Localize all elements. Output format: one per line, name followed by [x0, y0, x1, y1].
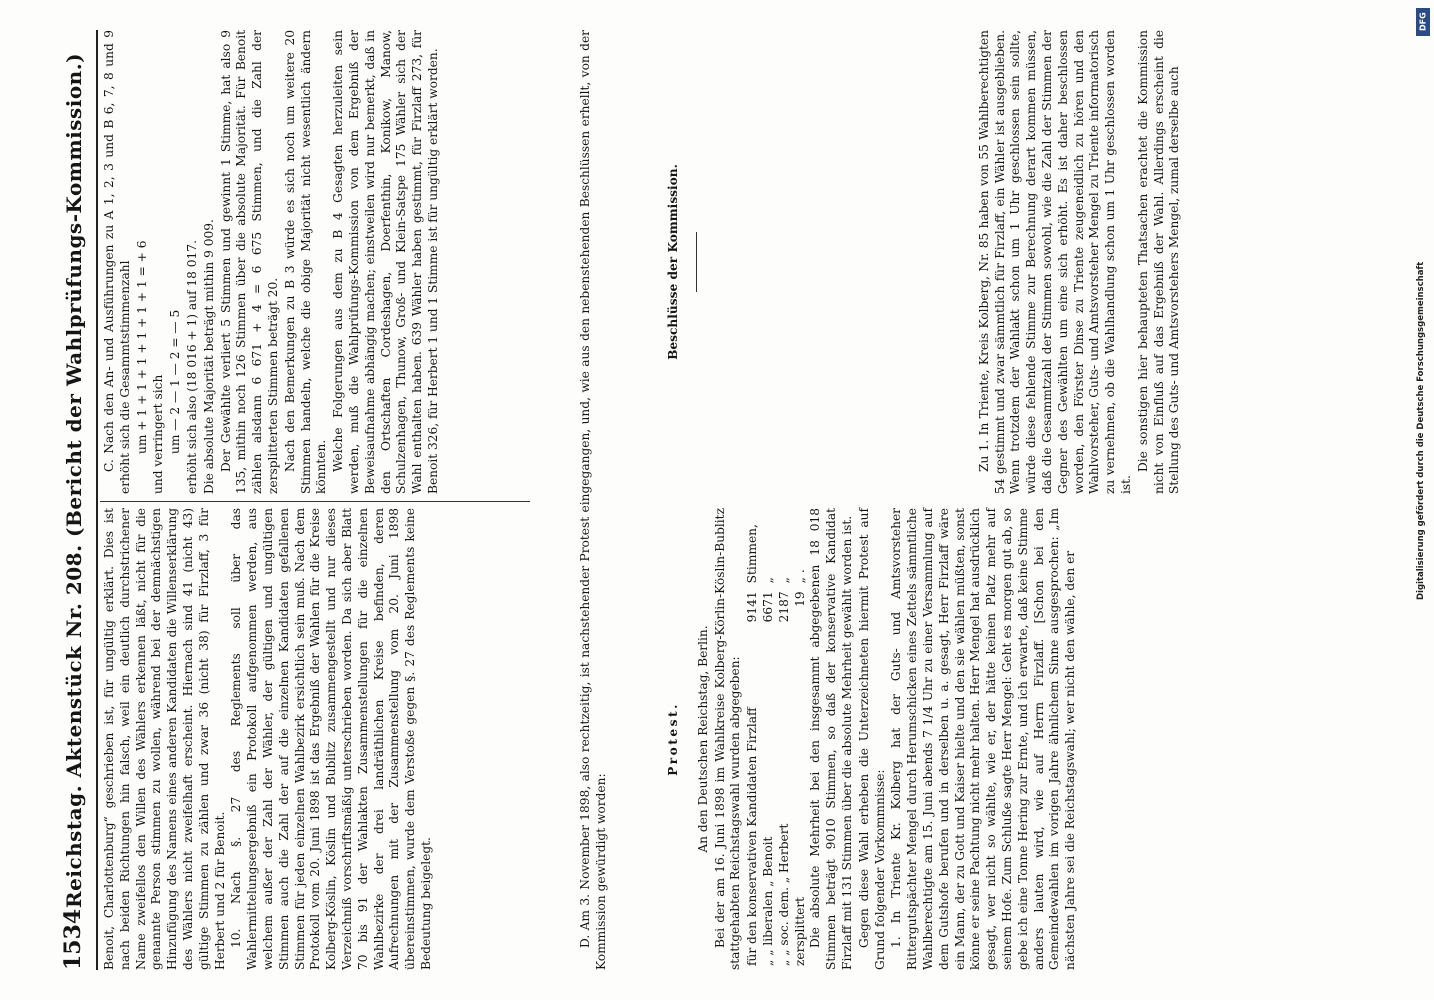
- paragraph: Gegen diese Wahl erheben die Unterzeichneten hiermit Protest auf Grund folgender Vorkommnisse:: [856, 508, 887, 970]
- vote-row: [761, 508, 777, 970]
- vote-label: „ „ soc. dem. „ Herbert: [776, 823, 791, 966]
- paragraph: erhöht sich also (18 016 + 1) auf 18 017.: [184, 240, 199, 494]
- formula: um + 1 + 1 + 1 + 1 + 1 + 1 = + 6: [134, 240, 149, 454]
- vote-value: 2187: [776, 591, 791, 623]
- running-title: Reichstag. Aktenstück Nr. 208. (Bericht der Wahlprüfungs-Kommission.): [62, 52, 86, 908]
- paragraph: C. Nach den An- und Ausführungen zu A 1, 2, 3 und B 6, 7, 8 und 9 erhöht sich die Gesammtstimmenzahl: [102, 30, 132, 494]
- vote-value: 19: [792, 591, 807, 607]
- section-d: [578, 30, 610, 970]
- spacer: [707, 30, 977, 494]
- address: An den Deutschen Reichstag, Berlin.: [695, 625, 710, 853]
- page-header: [52, 30, 92, 970]
- vote-unit: „ .: [792, 569, 807, 584]
- vote-unit: Stimmen,: [745, 524, 760, 584]
- paragraph: Bei der am 16. Juni 1898 im Wahlkreise Kolberg-Körlin-Köslin-Bublitz stattgehabten Reichstagswahl wurden abgegeben:: [712, 508, 743, 970]
- vote-row: [777, 508, 793, 970]
- paragraph: und verringert sich: [151, 374, 166, 494]
- short-rule: [696, 232, 697, 292]
- vote-unit: „: [776, 576, 791, 584]
- paragraph: 1. In Triente Kr. Kolberg hat der Guts- und Amtsvorsteher Rittergutspächter Mengel durch Herumschicken eines Zettels sämmtliche Wahlberechtigte am 15. Juni abends 7 1/4 Uhr zu einer Versammlung auf dem Gutshofe berufen und in derselben u. a. gesagt, Herr Firzlaff wäre ein Mann, der zu Gott und Kaiser hielte und den sie wählen müßten, sonst könne er seine Pachtung nicht mehr halten. Herr Mengel hat ausdrücklich gesagt, wer nicht so wählte, wie er, der hätte keinen Platz mehr auf seinem Hofe. Zum Schluße sagte Herr Mengel: Geht es morgen gut ab, so gebe ich eine Tonne Hering zur Ernte, und ich erwarte, daß keine Stimme anders lauten wird, wie auf Herrn Firzlaff. [Schon bei den Gemeindewahlen im vorigen Jahre ähnlichem Sinne ausgesprochen: „Im nächsten Jahre sei die Reichstagswahl; wer nicht den wähle, den er: [889, 508, 1078, 970]
- vote-row: [793, 508, 809, 970]
- votes-table: [745, 508, 808, 970]
- protest-heading: Protest.: [666, 702, 680, 776]
- vote-value: 6671: [760, 591, 775, 623]
- decisions-heading: Beschlüsse der Kommission.: [666, 164, 680, 360]
- formula: um — 2 — 1 — 2 = — 5: [168, 309, 183, 454]
- paragraph: Benoit, Charlottenburg“ geschrieben ist, für ungültig erklärt. Dies ist nach beiden Richtungen hin falsch, weil ein deutlich durchstrichener Name zweifellos den Willen des Wählers erkennen läßt, nicht für die genannte Person stimmen zu wollen, während bei der demnächstigen Hinzufügung des Namens eines anderen Kandidaten die Willenserklärung des Wählers nicht zweifelhaft erscheint. Hiernach sind 41 (nicht 43) gültige Stimmen zu zählen und zwar 36 (nicht 38) für Firzlaff, 3 für Herbert und 2 für Benoit.: [102, 508, 227, 970]
- left-column: [102, 508, 436, 970]
- vote-unit: „: [760, 576, 775, 584]
- vote-label: für den konservativen Kandidaten Firzlaff: [745, 707, 760, 966]
- right-column: [102, 30, 443, 494]
- paragraph: Nach den Bemerkungen zu B 3 würde es sich noch um weitere 20 Stimmen handeln, welche die obige Majorität nicht wesentlich ändern könnten.: [282, 30, 329, 494]
- header-rule: [96, 30, 98, 970]
- protest-column: [652, 508, 1080, 970]
- paragraph: Zu 1. In Triente, Kreis Kolberg, Nr. 85 haben von 55 Wahlberechtigten 54 gestimmt und zwar sämmtlich für Firzlaff, ein Wähler ist ausgeblieben. Wenn trotzdem der Wahlakt schon um 1 Uhr geschlossen sein sollte, würde diese fehlende Stimme zur Berechnung derart kommen müssen, daß die Gesammtzahl der Stimmen sowohl, wie die Zahl der Stimmen der Gegner des Gewählten um eine sich erhöht. Es ist daher beschlossen worden, den Förster Dinse zu Triente zeugeneidlich zu hören und den Wahlvorsteher, Guts- und Amtsvorsteher Mengel zu Triente informatorisch zu vernehmen, ob die Wahlhandlung schon um 1 Uhr geschlossen worden ist.: [976, 30, 1133, 494]
- decisions-column: [652, 30, 1184, 494]
- paragraph: D. Am 3. November 1898, also rechtzeitig, ist nachstehender Protest eingegangen, und, wie aus den nebenstehenden Beschlüssen erhellt, von der Kommission gewürdigt worden:: [578, 30, 608, 970]
- dfg-logo: DFG: [1416, 8, 1430, 36]
- dfg-footer: [1416, 8, 1430, 994]
- vote-row: [745, 508, 761, 970]
- paragraph: Die sonstigen hier behaupteten Thatsachen erachtet die Kommission nicht von Einfluß auf das Ergebniß der Wahl. Allerdings erscheint die Stellung des Guts- und Amtsvorstehers Mengel, zumal derselbe auch: [1135, 30, 1182, 494]
- page-number: 1534: [60, 908, 86, 970]
- vote-label: „ „ liberalen „ Benoit: [760, 836, 775, 966]
- vote-value: 9141: [745, 591, 760, 623]
- paragraph: 10. Nach §. 27 des Reglements soll über das Wahlermittelungsergebniß ein Protokoll aufgenommen werden, aus welchem außer der Zahl der Wähler, der gültigen und ungültigen Stimmen auch die Zahl der auf die einzelnen Kandidaten gefallenen Stimmen für jeden einzelnen Wahlbezirk ersichtlich sein muß. Nach dem Protokoll vom 20. Juni 1898 ist das Ergebniß der Wahlen für die Kreise Kolberg-Köslin, Köslin und Bublitz zusammengestellt und nur dieses Verzeichniß vorschriftsmäßig unterschrieben worden. Da sich aber Blatt 70 bis 91 der Wahlakten Zusammenstellungen für die einzelnen Wahlbezirke der drei landräthlichen Kreise befinden, deren Aufrechnungen mit der Zusammenstellung vom 20. Juni 1898 übereinstimmen, wurde dem Verstoße gegen §. 27 des Reglements keine Bedeutung beigelegt.: [229, 508, 433, 970]
- vote-label: zersplittert: [792, 896, 807, 966]
- paragraph: Welche Folgerungen aus dem zu B 4 Gesagten herzuleiten sein werden, muß die Wahlprüfungs-Kommission von dem Ergebniß der Beweisaufnahme abhängig machen; einstweilen wird nur bemerkt, daß in den Ortschaften Cordeshagen, Doerfenthin, Konikow, Manow, Schulzenhagen, Thunow, Groß- und Klein-Satspe 175 Wähler sich der Wahl enthalten haben. 639 Wähler haben gestimmt, für Firzlaff 273, für Benoit 326, für Herbert 1 und 1 Stimme ist für ungültig erklärt worden.: [331, 30, 440, 494]
- paragraph: Der Gewählte verliert 5 Stimmen und gewinnt 1 Stimme, hat also 9 135, mithin noch 126 Stimmen über die absolute Majorität. Für Benoit zählen alsdann 6 671 + 4 = 6 675 Stimmen, und die Zahl der zersplitterten Stimmen beträgt 20.: [218, 30, 280, 494]
- dfg-credit: Digitalisierung gefördert durch die Deutsche Forschungsgemeinschaft: [1416, 261, 1426, 600]
- paragraph: Die absolute Mehrheit bei den insgesammt abgegebenen 18 018 Stimmen beträgt 9010 Stimmen, so daß der konservative Kandidat Firzlaff mit 131 Stimmen über die absolute Mehrheit gewählt worden ist.: [808, 508, 854, 970]
- column-divider: [100, 501, 530, 502]
- paragraph: Die absolute Majorität beträgt mithin 9 009.: [201, 219, 216, 494]
